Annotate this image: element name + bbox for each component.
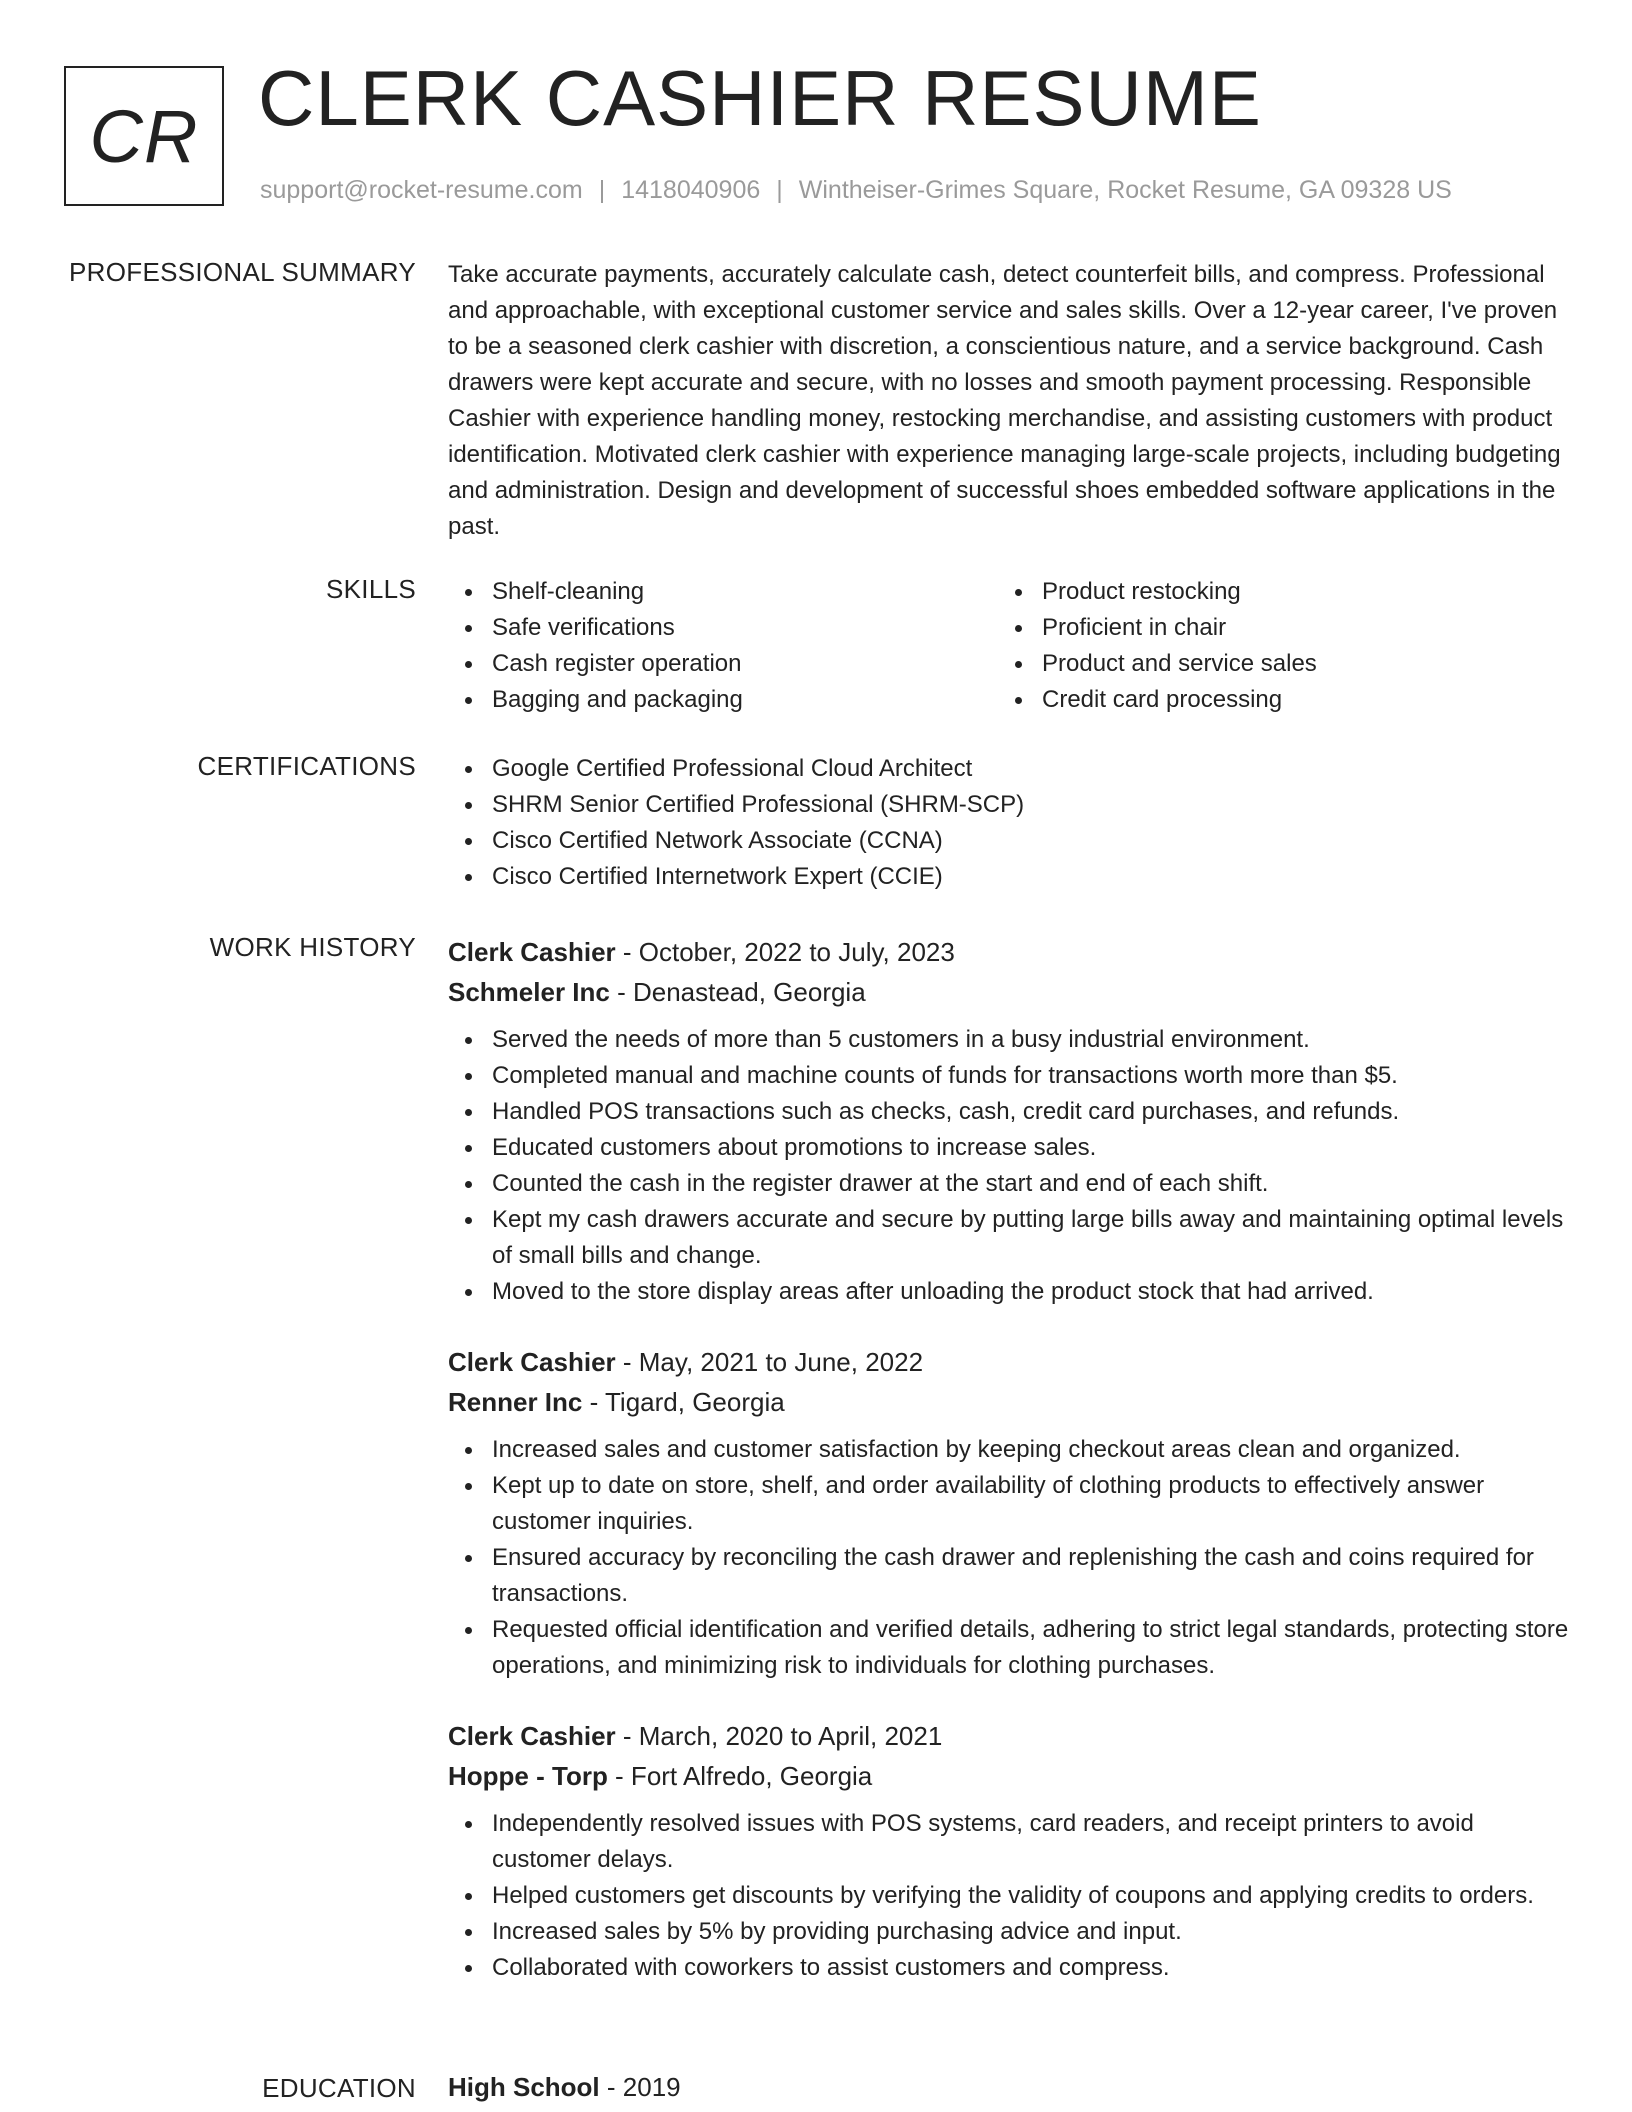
education-line xyxy=(448,2067,1572,2107)
job-location: - Fort Alfredo, Georgia xyxy=(607,1761,873,1791)
certification-item: SHRM Senior Certified Professional (SHRM-SCP) xyxy=(448,787,1572,823)
section-heading-certifications: CERTIFICATIONS xyxy=(197,751,416,781)
job-title: Clerk Cashier xyxy=(448,1347,616,1377)
section-heading-work-history: WORK HISTORY xyxy=(209,932,416,962)
job-bullet: Completed manual and machine counts of funds for transactions worth more than $5. xyxy=(448,1058,1572,1094)
page-title: CLERK CASHIER RESUME xyxy=(258,54,1262,142)
certifications-list xyxy=(448,751,1572,895)
job-bullet: Increased sales by 5% by providing purchasing advice and input. xyxy=(448,1914,1572,1950)
job-title-line xyxy=(448,932,1572,972)
certification-item: Cisco Certified Internetwork Expert (CCIE) xyxy=(448,859,1572,895)
education-body xyxy=(448,2073,1572,2107)
job-bullet: Counted the cash in the register drawer at the start and end of each shift. xyxy=(448,1166,1572,1202)
job-bullets xyxy=(448,1022,1572,1310)
skills-list-left xyxy=(448,574,998,718)
education-year: - 2019 xyxy=(599,2072,681,2102)
section-heading-education: EDUCATION xyxy=(262,2073,416,2103)
certifications-body xyxy=(448,751,1572,895)
education-degree: High School xyxy=(448,2072,600,2102)
skill-item: Bagging and packaging xyxy=(448,682,998,718)
section-heading-summary: PROFESSIONAL SUMMARY xyxy=(69,257,416,287)
job-entry xyxy=(448,1716,1572,1986)
job-entry xyxy=(448,932,1572,1310)
job-bullets xyxy=(448,1806,1572,1986)
job-company-line xyxy=(448,972,1572,1012)
job-bullets xyxy=(448,1432,1572,1684)
job-bullet: Kept my cash drawers accurate and secure by putting large bills away and maintaining optimal levels of small bills and change. xyxy=(448,1202,1572,1274)
monogram-logo: CR xyxy=(64,66,224,206)
skill-item: Shelf-cleaning xyxy=(448,574,998,610)
skills-list-right xyxy=(998,574,1548,718)
job-bullet: Ensured accuracy by reconciling the cash drawer and replenishing the cash and coins required for transactions. xyxy=(448,1540,1572,1612)
job-bullet: Moved to the store display areas after unloading the product stock that had arrived. xyxy=(448,1274,1572,1310)
job-location: - Denastead, Georgia xyxy=(609,977,866,1007)
job-location: - Tigard, Georgia xyxy=(582,1387,785,1417)
job-bullet: Kept up to date on store, shelf, and order availability of clothing products to effectively answer customer inquiries. xyxy=(448,1468,1572,1540)
job-bullet: Handled POS transactions such as checks, cash, credit card purchases, and refunds. xyxy=(448,1094,1572,1130)
job-bullet: Independently resolved issues with POS systems, card readers, and receipt printers to avoid customer delays. xyxy=(448,1806,1572,1878)
contact-separator: | xyxy=(598,176,606,204)
summary-text: Take accurate payments, accurately calculate cash, detect counterfeit bills, and compress. Professional and approachable, with exceptional customer service and sales skills. Over a 12-year career, I've proven to be a seasoned clerk cashier with discretion, a conscientious nature, and a service background. Cash drawers were kept accurate and secure, with no losses and smooth payment processing. Responsible Cashier with experience handling money, restocking merchandise, and assisting customers with product identification. Motivated clerk cashier with experience managing large-scale projects, including budgeting and administration. Design and development of successful shoes embedded software applications in the past. xyxy=(448,261,1561,540)
job-bullet: Served the needs of more than 5 customers in a busy industrial environment. xyxy=(448,1022,1572,1058)
job-dates: - March, 2020 to April, 2021 xyxy=(615,1721,943,1751)
skill-item: Safe verifications xyxy=(448,610,998,646)
summary-body xyxy=(448,257,1572,545)
contact-line xyxy=(260,176,1452,205)
skill-item: Cash register operation xyxy=(448,646,998,682)
certification-item: Cisco Certified Network Associate (CCNA) xyxy=(448,823,1572,859)
skill-item: Proficient in chair xyxy=(998,610,1548,646)
job-company-line xyxy=(448,1382,1572,1422)
contact-email[interactable]: support@rocket-resume.com xyxy=(260,176,583,204)
job-bullet: Collaborated with coworkers to assist customers and compress. xyxy=(448,1950,1572,1986)
skill-item: Product restocking xyxy=(998,574,1548,610)
job-company: Schmeler Inc xyxy=(448,977,610,1007)
job-bullet: Educated customers about promotions to increase sales. xyxy=(448,1130,1572,1166)
job-title: Clerk Cashier xyxy=(448,937,616,967)
skill-item: Product and service sales xyxy=(998,646,1548,682)
certification-item: Google Certified Professional Cloud Architect xyxy=(448,751,1572,787)
skills-body xyxy=(448,574,1572,718)
contact-address: Wintheiser-Grimes Square, Rocket Resume, GA 09328 US xyxy=(798,176,1452,204)
skill-item: Credit card processing xyxy=(998,682,1548,718)
job-title-line xyxy=(448,1342,1572,1382)
work-history-body xyxy=(448,932,1572,2018)
job-company: Hoppe - Torp xyxy=(448,1761,608,1791)
job-title: Clerk Cashier xyxy=(448,1721,616,1751)
job-dates: - October, 2022 to July, 2023 xyxy=(615,937,955,967)
job-bullet: Helped customers get discounts by verifying the validity of coupons and applying credits to orders. xyxy=(448,1878,1572,1914)
job-dates: - May, 2021 to June, 2022 xyxy=(615,1347,924,1377)
job-entry xyxy=(448,1342,1572,1684)
job-title-line xyxy=(448,1716,1572,1756)
job-company-line xyxy=(448,1756,1572,1796)
job-bullet: Requested official identification and verified details, adhering to strict legal standards, protecting store operations, and minimizing risk to individuals for clothing purchases. xyxy=(448,1612,1572,1684)
contact-separator: | xyxy=(776,176,783,204)
job-bullet: Increased sales and customer satisfaction by keeping checkout areas clean and organized. xyxy=(448,1432,1572,1468)
contact-phone[interactable]: 1418040906 xyxy=(621,176,761,204)
section-heading-skills: SKILLS xyxy=(326,574,416,604)
job-company: Renner Inc xyxy=(448,1387,583,1417)
